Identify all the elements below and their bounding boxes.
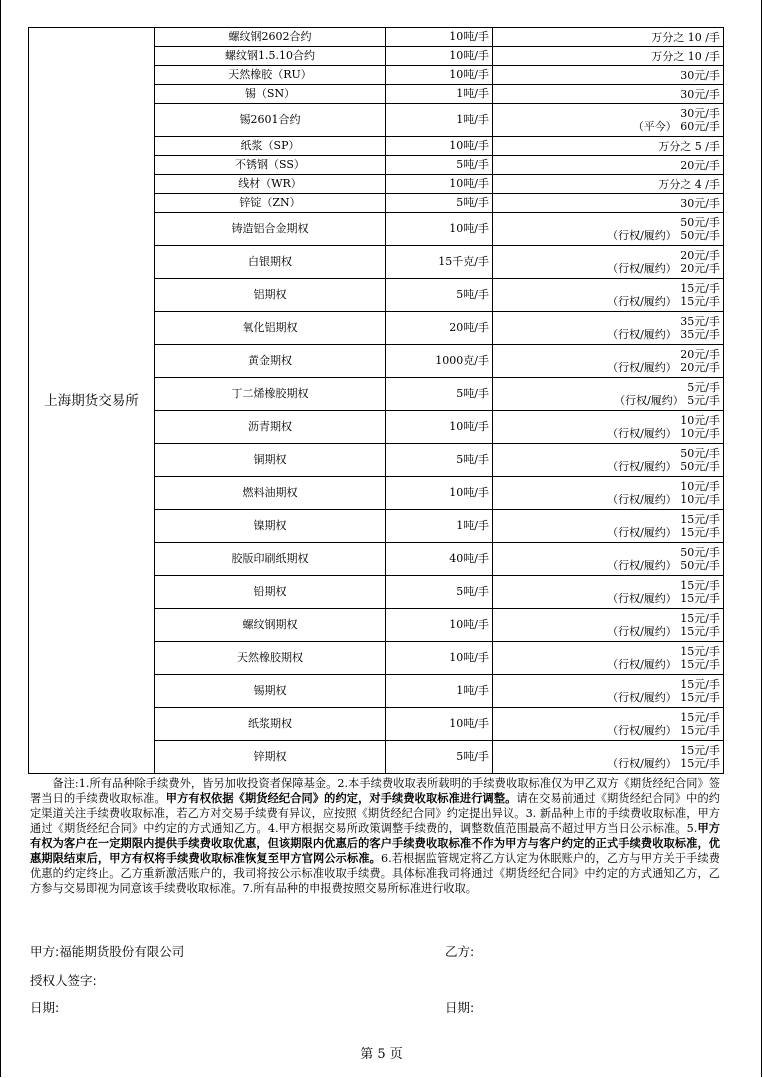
unit-cell: 10吨/手 xyxy=(386,213,493,246)
fee-line: （行权/履约） 10元/手 xyxy=(607,493,720,506)
fee-cell xyxy=(493,28,724,47)
authorized-signature-label: 授权人签字: xyxy=(30,973,97,988)
fee-line: （行权/履约） 20元/手 xyxy=(607,361,720,374)
unit-cell: 10吨/手 xyxy=(386,175,493,194)
fee-line: 50元/手 xyxy=(680,216,720,229)
fee-line: （行权/履约） 50元/手 xyxy=(607,559,720,572)
table-row xyxy=(29,28,724,47)
fee-cell xyxy=(493,246,724,279)
fee-line: 35元/手 xyxy=(680,315,720,328)
fee-line: 30元/手 xyxy=(680,68,720,82)
product-cell: 铝期权 xyxy=(155,279,386,312)
date-b-label: 日期: xyxy=(445,1000,475,1015)
fee-line: 万分之 4 /手 xyxy=(658,177,720,191)
party-b-label: 乙方: xyxy=(445,944,475,959)
fee-cell xyxy=(493,85,724,104)
fee-cell xyxy=(493,609,724,642)
fee-table xyxy=(28,27,724,774)
fee-line: 20元/手 xyxy=(680,348,720,361)
fee-cell xyxy=(493,279,724,312)
notes-part-2: 请在交易前通过《期货经纪合同》中的约定渠道关注手续费收取标准，若乙方对交易手续费有异议，应按照《期货经纪合同》约定提出异议。3. 新品种上市的手续费收取标准，甲方通过《期货经纪合同》中约定的方式通知乙方。4.甲方根据交易所政策调整手续费的，调整数值范围最高不超过甲方当日公示标准。5. xyxy=(30,792,720,835)
fee-line: 15元/手 xyxy=(680,645,720,658)
fee-cell xyxy=(493,213,724,246)
product-cell: 纸浆（SP） xyxy=(155,137,386,156)
fee-cell xyxy=(493,345,724,378)
unit-cell: 10吨/手 xyxy=(386,66,493,85)
notes-part-3: 6.若根据监管规定将乙方认定为休眠账户的，乙方与甲方关于手续费优惠的约定终止。乙方重新激活账户的，我司将按公示标准收取手续费。具体标准我司将通过《期货经纪合同》中约定的方式通知乙方，乙方参与交易即视为同意该手续费收取标准。7.所有品种的申报费按照交易所标准进行收取。 xyxy=(30,852,720,895)
exchange-name: 上海期货交易所 xyxy=(29,28,155,774)
fee-line: 15元/手 xyxy=(680,282,720,295)
product-cell: 白银期权 xyxy=(155,246,386,279)
fee-line: 15元/手 xyxy=(680,711,720,724)
fee-cell xyxy=(493,137,724,156)
product-cell: 螺纹钢1.5.10合约 xyxy=(155,47,386,66)
fee-line: （行权/履约） 20元/手 xyxy=(607,262,720,275)
fee-cell xyxy=(493,175,724,194)
fee-line: 万分之 10 /手 xyxy=(651,30,720,44)
fee-line: 20元/手 xyxy=(680,158,720,172)
fee-line: 15元/手 xyxy=(680,678,720,691)
unit-cell: 5吨/手 xyxy=(386,741,493,774)
fee-cell xyxy=(493,708,724,741)
fee-line: （行权/履约） 15元/手 xyxy=(607,724,720,737)
product-cell: 锡（SN） xyxy=(155,85,386,104)
notes-bold-2: 甲方有权为客户在一定期限内提供手续费收取优惠，但该期限内优惠后的客户手续费收取标准不作为甲方与客户约定的正式手续费收取标准，优惠期限结束后，甲方有权将手续费收取标准恢复至甲方官网公示标准。 xyxy=(30,821,720,865)
fee-line: （行权/履约） 15元/手 xyxy=(607,295,720,308)
unit-cell: 10吨/手 xyxy=(386,28,493,47)
unit-cell: 1吨/手 xyxy=(386,510,493,543)
unit-cell: 10吨/手 xyxy=(386,137,493,156)
product-cell: 天然橡胶期权 xyxy=(155,642,386,675)
product-cell: 纸浆期权 xyxy=(155,708,386,741)
fee-line: （行权/履约） 50元/手 xyxy=(607,460,720,473)
fee-line: 万分之 5 /手 xyxy=(658,139,720,153)
fee-line: 50元/手 xyxy=(680,447,720,460)
fee-line: 30元/手 xyxy=(680,107,720,120)
unit-cell: 5吨/手 xyxy=(386,279,493,312)
fee-line: 15元/手 xyxy=(680,744,720,757)
product-cell: 铸造铝合金期权 xyxy=(155,213,386,246)
unit-cell: 5吨/手 xyxy=(386,444,493,477)
product-cell: 铅期权 xyxy=(155,576,386,609)
fee-line: （行权/履约） 5元/手 xyxy=(614,394,720,407)
unit-cell: 5吨/手 xyxy=(386,378,493,411)
fee-line: （行权/履约） 10元/手 xyxy=(607,427,720,440)
fee-cell xyxy=(493,576,724,609)
notes-part-1: 备注:1.所有品种除手续费外，皆另加收投资者保障基金。2.本手续费收取表所载明的手续费收取标准仅为甲乙双方《期货经纪合同》签署当日的手续费收取标准。 xyxy=(30,777,720,805)
fee-cell xyxy=(493,543,724,576)
fee-cell xyxy=(493,194,724,213)
fee-cell xyxy=(493,444,724,477)
fee-line: （平今） 60元/手 xyxy=(632,120,720,133)
product-cell: 锡2601合约 xyxy=(155,104,386,137)
unit-cell: 5吨/手 xyxy=(386,156,493,175)
fee-cell xyxy=(493,104,724,137)
fee-line: 10元/手 xyxy=(680,414,720,427)
product-cell: 不锈钢（SS） xyxy=(155,156,386,175)
fee-line: 30元/手 xyxy=(680,196,720,210)
product-cell: 锡期权 xyxy=(155,675,386,708)
unit-cell: 10吨/手 xyxy=(386,47,493,66)
notes xyxy=(30,776,720,896)
product-cell: 锌期权 xyxy=(155,741,386,774)
unit-cell: 10吨/手 xyxy=(386,708,493,741)
product-cell: 燃料油期权 xyxy=(155,477,386,510)
unit-cell: 5吨/手 xyxy=(386,576,493,609)
page-number: 第 5 页 xyxy=(360,1047,403,1062)
fee-cell xyxy=(493,477,724,510)
fee-cell xyxy=(493,510,724,543)
fee-cell xyxy=(493,741,724,774)
party-a-label: 甲方:福能期货股份有限公司 xyxy=(30,944,185,959)
date-a-label: 日期: xyxy=(30,1000,60,1015)
fee-line: （行权/履约） 15元/手 xyxy=(607,658,720,671)
unit-cell: 10吨/手 xyxy=(386,642,493,675)
product-cell: 螺纹钢期权 xyxy=(155,609,386,642)
fee-line: 5元/手 xyxy=(687,381,720,394)
product-cell: 氧化铝期权 xyxy=(155,312,386,345)
fee-line: （行权/履约） 35元/手 xyxy=(607,328,720,341)
notes-bold-1: 甲方有权依据《期货经纪合同》的约定，对手续费收取标准进行调整。 xyxy=(165,791,517,805)
product-cell: 胶版印刷纸期权 xyxy=(155,543,386,576)
fee-line: （行权/履约） 15元/手 xyxy=(607,757,720,770)
product-cell: 线材（WR） xyxy=(155,175,386,194)
unit-cell: 1吨/手 xyxy=(386,675,493,708)
fee-line: 20元/手 xyxy=(680,249,720,262)
fee-line: 15元/手 xyxy=(680,612,720,625)
fee-cell xyxy=(493,312,724,345)
unit-cell: 1吨/手 xyxy=(386,85,493,104)
product-cell: 镍期权 xyxy=(155,510,386,543)
fee-cell xyxy=(493,156,724,175)
fee-line: （行权/履约） 15元/手 xyxy=(607,592,720,605)
fee-line: （行权/履约） 15元/手 xyxy=(607,691,720,704)
unit-cell: 1000克/手 xyxy=(386,345,493,378)
fee-cell xyxy=(493,378,724,411)
fee-line: 15元/手 xyxy=(680,513,720,526)
product-cell: 天然橡胶（RU） xyxy=(155,66,386,85)
fee-cell xyxy=(493,66,724,85)
product-cell: 丁二烯橡胶期权 xyxy=(155,378,386,411)
unit-cell: 10吨/手 xyxy=(386,477,493,510)
fee-line: （行权/履约） 15元/手 xyxy=(607,625,720,638)
fee-line: 30元/手 xyxy=(680,87,720,101)
fee-cell xyxy=(493,675,724,708)
fee-cell xyxy=(493,47,724,66)
product-cell: 螺纹钢2602合约 xyxy=(155,28,386,47)
fee-line: 15元/手 xyxy=(680,579,720,592)
fee-line: （行权/履约） 50元/手 xyxy=(607,229,720,242)
product-cell: 沥青期权 xyxy=(155,411,386,444)
product-cell: 锌锭（ZN） xyxy=(155,194,386,213)
product-cell: 黄金期权 xyxy=(155,345,386,378)
fee-line: 10元/手 xyxy=(680,480,720,493)
unit-cell: 1吨/手 xyxy=(386,104,493,137)
fee-line: 50元/手 xyxy=(680,546,720,559)
unit-cell: 10吨/手 xyxy=(386,609,493,642)
unit-cell: 5吨/手 xyxy=(386,194,493,213)
fee-cell xyxy=(493,411,724,444)
product-cell: 铜期权 xyxy=(155,444,386,477)
unit-cell: 10吨/手 xyxy=(386,411,493,444)
unit-cell: 15千克/手 xyxy=(386,246,493,279)
fee-line: （行权/履约） 15元/手 xyxy=(607,526,720,539)
unit-cell: 20吨/手 xyxy=(386,312,493,345)
unit-cell: 40吨/手 xyxy=(386,543,493,576)
fee-line: 万分之 10 /手 xyxy=(651,49,720,63)
fee-cell xyxy=(493,642,724,675)
